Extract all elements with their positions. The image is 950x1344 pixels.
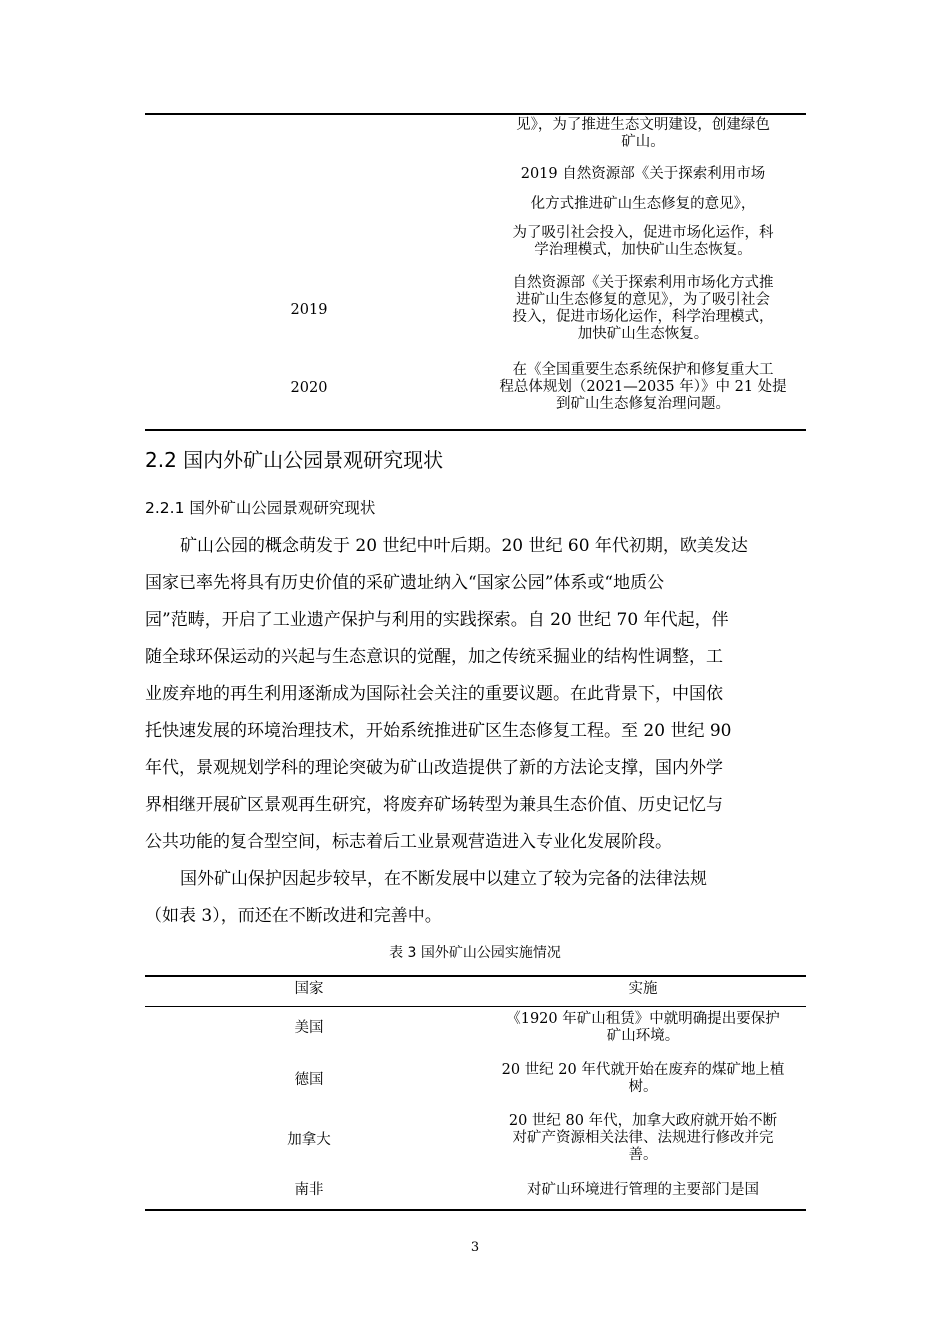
country-cell: 美国 (294, 1020, 324, 1036)
country-cell: 南非 (294, 1182, 324, 1198)
policy-cell: 在《全国重要生态系统保护和修复重大工 程总体规划（2021—2035 年）》中 21 处提 到矿山生态修复治理问题。 (499, 362, 787, 412)
table-bottom-rule (145, 429, 806, 431)
country-cell: 德国 (294, 1072, 324, 1088)
table-top-rule (145, 975, 806, 977)
subsection-heading: 2.2.1 国外矿山公园景观研究现状 (145, 499, 376, 517)
policy-cell: 见》，为了推进生态文明建设，创建绿色 矿山。 (516, 117, 770, 150)
policy-cell: 为了吸引社会投入，促进市场化运作，科 学治理模式，加快矿山生态恢复。 (512, 225, 774, 258)
table-caption: 表 3 国外矿山公园实施情况 (389, 945, 561, 961)
paragraph-line: 园”范畴，开启了工业遗产保护与利用的实践探索。自 20 世纪 70 年代起，伴 (145, 610, 729, 630)
country-cell: 加拿大 (287, 1132, 331, 1148)
paragraph-line: 业废弃地的再生利用逐渐成为国际社会关注的重要议题。在此背景下，中国依 (145, 684, 723, 704)
paragraph-line: 随全球环保运动的兴起与生态意识的觉醒，加之传统采掘业的结构性调整，工 (145, 647, 723, 667)
implementation-cell: 20 世纪 80 年代，加拿大政府就开始不断 对矿产资源相关法律、法规进行修改并完 善。 (508, 1113, 778, 1163)
header-rule (145, 1006, 806, 1007)
paragraph-line: 国外矿山保护因起步较早，在不断发展中以建立了较为完备的法律法规 (180, 869, 707, 889)
policy-cell: 自然资源部《关于探索利用市场化方式推 进矿山生态修复的意见》，为了吸引社会 投入，促进市场化运作，科学治理模式， 加快矿山生态恢复。 (512, 275, 774, 342)
paragraph-line: 公共功能的复合型空间，标志着后工业景观营造进入专业化发展阶段。 (145, 832, 672, 852)
page-number: 3 (470, 1240, 480, 1255)
year-cell: 2020 (290, 380, 328, 396)
table-top-rule (145, 113, 806, 115)
column-header-implementation: 实施 (628, 981, 658, 997)
section-heading: 2.2 国内外矿山公园景观研究现状 (145, 448, 444, 472)
column-header-country: 国家 (294, 981, 324, 997)
policy-cell: 化方式推进矿山生态修复的意见》， (530, 196, 756, 212)
implementation-cell: 20 世纪 20 年代就开始在废弃的煤矿地上植 树。 (501, 1062, 785, 1095)
paragraph-line: 国家已率先将具有历史价值的采矿遗址纳入“国家公园”体系或“地质公 (145, 573, 665, 593)
table-bottom-rule (145, 1209, 806, 1211)
foreign-mine-park-table (145, 975, 806, 1211)
paragraph-line: 矿山公园的概念萌发于 20 世纪中叶后期。20 世纪 60 年代初期，欧美发达 (180, 536, 748, 556)
implementation-cell: 《1920 年矿山租赁》中就明确提出要保护 矿山环境。 (506, 1011, 780, 1044)
paragraph-line: （如表 3），而还在不断改进和完善中。 (145, 906, 442, 926)
paragraph-line: 托快速发展的环境治理技术，开始系统推进矿区生态修复工程。至 20 世纪 90 (145, 721, 732, 741)
year-cell: 2019 (290, 302, 328, 318)
policy-cell: 2019 自然资源部《关于探索利用市场 (520, 166, 766, 182)
paragraph-line: 年代，景观规划学科的理论突破为矿山改造提供了新的方法论支撑，国内外学 (145, 758, 723, 778)
paragraph-line: 界相继开展矿区景观再生研究，将废弃矿场转型为兼具生态价值、历史记忆与 (145, 795, 723, 815)
implementation-cell: 对矿山环境进行管理的主要部门是国 (527, 1182, 759, 1198)
